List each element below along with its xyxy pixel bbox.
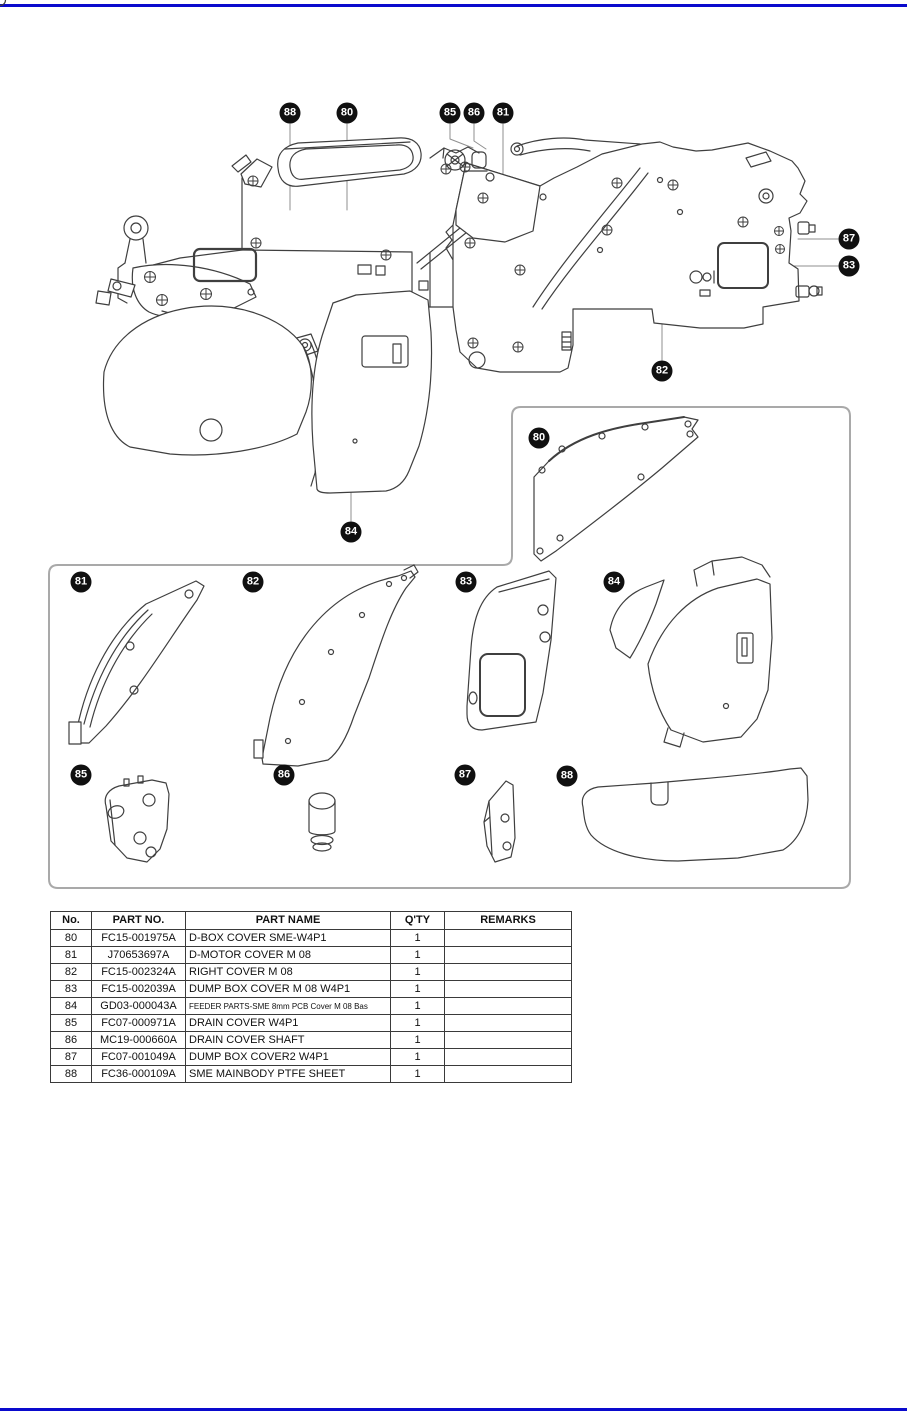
cell-remarks [445, 930, 572, 947]
col-header-partno: PART NO. [92, 912, 186, 930]
cell-part_name: FEEDER PARTS-SME 8mm PCB Cover M 08 Bas [186, 998, 391, 1015]
cell-part_name: DRAIN COVER SHAFT [186, 1032, 391, 1049]
cell-part_name: DRAIN COVER W4P1 [186, 1015, 391, 1032]
cell-part_name: D-MOTOR COVER M 08 [186, 947, 391, 964]
cell-remarks [445, 998, 572, 1015]
cell-no: 84 [51, 998, 92, 1015]
cell-part_no: J70653697A [92, 947, 186, 964]
cell-remarks [445, 1049, 572, 1066]
cell-part_no: FC15-002324A [92, 964, 186, 981]
cell-part_name: DUMP BOX COVER M 08 W4P1 [186, 981, 391, 998]
cell-no: 81 [51, 947, 92, 964]
callout-80-main: 80 [337, 103, 358, 124]
cell-qty: 1 [391, 1032, 445, 1049]
cell-remarks [445, 981, 572, 998]
table-row [51, 930, 572, 947]
cell-part_no: MC19-000660A [92, 1032, 186, 1049]
col-header-partname: PART NAME [186, 912, 391, 930]
cell-qty: 1 [391, 1066, 445, 1083]
table-row [51, 1066, 572, 1083]
callout-88-box: 88 [557, 766, 578, 787]
cell-no: 83 [51, 981, 92, 998]
cell-part_no: FC36-000109A [92, 1066, 186, 1083]
table-row [51, 1032, 572, 1049]
parts-table-header-row [51, 912, 572, 930]
callout-85-box: 85 [71, 765, 92, 786]
callout-82-main: 82 [652, 361, 673, 382]
cell-part_no: FC15-002039A [92, 981, 186, 998]
cell-part_no: FC07-000971A [92, 1015, 186, 1032]
cell-no: 88 [51, 1066, 92, 1083]
callout-80-box: 80 [529, 428, 550, 449]
callout-87-box: 87 [455, 765, 476, 786]
cell-remarks [445, 964, 572, 981]
cell-part_name: DUMP BOX COVER2 W4P1 [186, 1049, 391, 1066]
callout-84-main: 84 [341, 522, 362, 543]
table-row [51, 998, 572, 1015]
callout-87-main: 87 [839, 229, 860, 250]
col-header-remarks: REMARKS [445, 912, 572, 930]
callout-81-box: 81 [71, 572, 92, 593]
bottom-rule [0, 1408, 907, 1411]
cell-no: 80 [51, 930, 92, 947]
cell-qty: 1 [391, 998, 445, 1015]
cell-qty: 1 [391, 1049, 445, 1066]
cell-part_no: FC07-001049A [92, 1049, 186, 1066]
callout-81-main: 81 [493, 103, 514, 124]
cell-no: 87 [51, 1049, 92, 1066]
callout-84-box: 84 [604, 572, 625, 593]
cell-qty: 1 [391, 930, 445, 947]
cell-remarks [445, 1032, 572, 1049]
parts-table [50, 911, 572, 1083]
cell-remarks [445, 1066, 572, 1083]
callout-82-box: 82 [243, 572, 264, 593]
cell-qty: 1 [391, 964, 445, 981]
cell-qty: 1 [391, 981, 445, 998]
cell-part_no: FC15-001975A [92, 930, 186, 947]
cell-remarks [445, 947, 572, 964]
callout-85-main: 85 [440, 103, 461, 124]
callout-86-main: 86 [464, 103, 485, 124]
cell-part_name: D-BOX COVER SME-W4P1 [186, 930, 391, 947]
table-row [51, 947, 572, 964]
cell-no: 82 [51, 964, 92, 981]
cell-part_name: SME MAINBODY PTFE SHEET [186, 1066, 391, 1083]
callout-86-box: 86 [274, 765, 295, 786]
callout-83-box: 83 [456, 572, 477, 593]
parts-table-body [51, 930, 572, 1083]
callout-88-main: 88 [280, 103, 301, 124]
col-header-no: No. [51, 912, 92, 930]
table-row [51, 1049, 572, 1066]
cell-qty: 1 [391, 947, 445, 964]
cell-qty: 1 [391, 1015, 445, 1032]
col-header-qty: Q'TY [391, 912, 445, 930]
table-row [51, 964, 572, 981]
cell-remarks [445, 1015, 572, 1032]
cell-no: 86 [51, 1032, 92, 1049]
table-row [51, 981, 572, 998]
callout-83-main: 83 [839, 256, 860, 277]
cell-no: 85 [51, 1015, 92, 1032]
table-row [51, 1015, 572, 1032]
cell-part_no: GD03-000043A [92, 998, 186, 1015]
cell-part_name: RIGHT COVER M 08 [186, 964, 391, 981]
